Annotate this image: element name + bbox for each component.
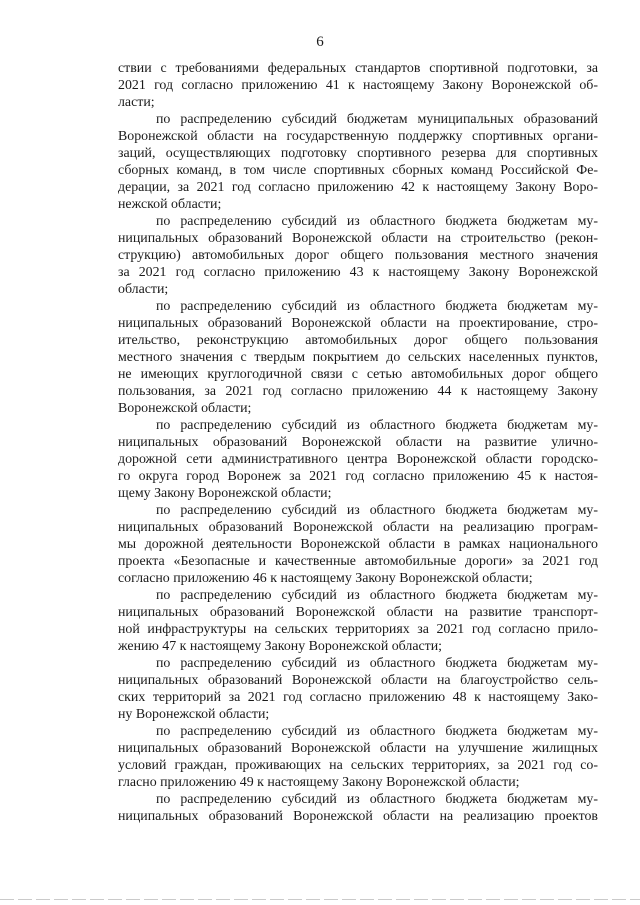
text-line: нежской области; [118, 197, 222, 212]
text-line: щему Закону Воронежской области; [118, 486, 332, 501]
text-line: ительство, реконструкцию автомобильных дорог общего пользования [118, 333, 598, 348]
text-line: за 2021 год согласно приложению 43 к настоящему Закону Воронежской [118, 265, 598, 280]
text-line: по распределению субсидий из областного бюджета бюджетам му- [156, 299, 598, 314]
text-line: ной инфраструктуры на сельских территориях за 2021 год согласно прило- [118, 622, 598, 637]
text-line: пользования, за 2021 год согласно приложению 44 к настоящему Закону [118, 384, 598, 399]
text-line: струкцию) автомобильных дорог общего пользования местного значения [118, 248, 598, 263]
text-line: по распределению субсидий из областного бюджета бюджетам му- [156, 418, 598, 433]
text-line: ских территорий за 2021 год согласно приложению 48 к настоящему Зако- [118, 690, 598, 705]
text-line: не имеющих круглогодичной связи с сетью автомобильных дорог общего [118, 367, 598, 382]
text-line: местного значения с твердым покрытием до сельских населенных пунктов, [118, 350, 598, 365]
text-line: дорожной сети административного центра Воронежской области городско- [118, 452, 598, 467]
text-line: дерации, за 2021 год согласно приложению 42 к настоящему Закону Воро- [118, 180, 598, 195]
text-line: жению 47 к настоящему Закону Воронежской области; [118, 639, 443, 654]
text-line: Воронежской области на государственную поддержку спортивных органи- [118, 129, 598, 144]
paragraph-subsidy-voronezh-street-network [118, 417, 598, 502]
paragraph-subsidy-rural-roads [118, 298, 598, 417]
paragraph-subsidy-sports-organizations [118, 111, 598, 213]
document-body [118, 60, 598, 825]
text-line: мы дорожной деятельности Воронежской области в рамках национального [118, 537, 598, 552]
text-line: ну Воронежской области; [118, 707, 270, 722]
page-number: 6 [316, 34, 324, 50]
text-line: ниципальных образований Воронежской области на реализацию програм- [118, 520, 598, 535]
text-line: по распределению субсидий бюджетам муниципальных образований [156, 112, 598, 127]
text-line: ниципальных образований Воронежской области на развитие транспорт- [118, 605, 598, 620]
text-line: ниципальных образований Воронежской области на строительство (рекон- [118, 231, 598, 246]
text-line: условий граждан, проживающих на сельских территориях, за 2021 год со- [118, 758, 598, 773]
text-line: го округа город Воронеж за 2021 год согласно приложению 45 к настоя- [118, 469, 598, 484]
text-line: по распределению субсидий из областного бюджета бюджетам му- [156, 724, 598, 739]
text-line: ласти; [118, 95, 155, 110]
paragraph-subsidy-rural-transport [118, 587, 598, 655]
text-line: заций, осуществляющих подготовку спортивного резерва для спортивных [118, 146, 598, 161]
text-line: ниципальных образований Воронежской области на благоустройство сель- [118, 673, 598, 688]
text-line: по распределению субсидий из областного бюджета бюджетам му- [156, 503, 598, 518]
text-line: по распределению субсидий из областного бюджета бюджетам му- [156, 214, 598, 229]
text-line: согласно приложению 46 к настоящему Закону Воронежской области; [118, 571, 533, 586]
text-line: ниципальных образований Воронежской области на развитие улично- [118, 435, 598, 450]
text-line: 2021 год согласно приложению 41 к настоящему Закону Воронежской об- [118, 78, 598, 93]
text-line: сборных команд, в том числе спортивных сборных команд Российской Фе- [118, 163, 598, 178]
paragraph-subsidy-road-construction [118, 213, 598, 298]
text-line: ниципальных образований Воронежской области на улучшение жилищных [118, 741, 598, 756]
text-line: по распределению субсидий из областного бюджета бюджетам му- [156, 588, 598, 603]
text-line: по распределению субсидий из областного бюджета бюджетам му- [156, 656, 598, 671]
text-line: области; [118, 282, 169, 297]
text-line: ствии с требованиями федеральных стандартов спортивной подготовки, за [118, 61, 598, 76]
text-line: Воронежской области; [118, 401, 252, 416]
paragraph-subsidy-rural-housing [118, 723, 598, 791]
text-line: проекта «Безопасные и качественные автомобильные дороги» за 2021 год [118, 554, 598, 569]
paragraph-subsidy-rural-improvement [118, 655, 598, 723]
text-line: гласно приложению 49 к настоящему Закону Воронежской области; [118, 775, 520, 790]
text-line: по распределению субсидий из областного бюджета бюджетам му- [156, 792, 598, 807]
scan-edge-divider [0, 899, 640, 900]
paragraph-subsidy-road-program [118, 502, 598, 587]
text-line: ниципальных образований Воронежской области на реализацию проектов [118, 809, 598, 824]
paragraph-subsidy-projects [118, 791, 598, 825]
text-line: ниципальных образований Воронежской области на проектирование, стро- [118, 316, 598, 331]
paragraph-continuation [118, 60, 598, 111]
